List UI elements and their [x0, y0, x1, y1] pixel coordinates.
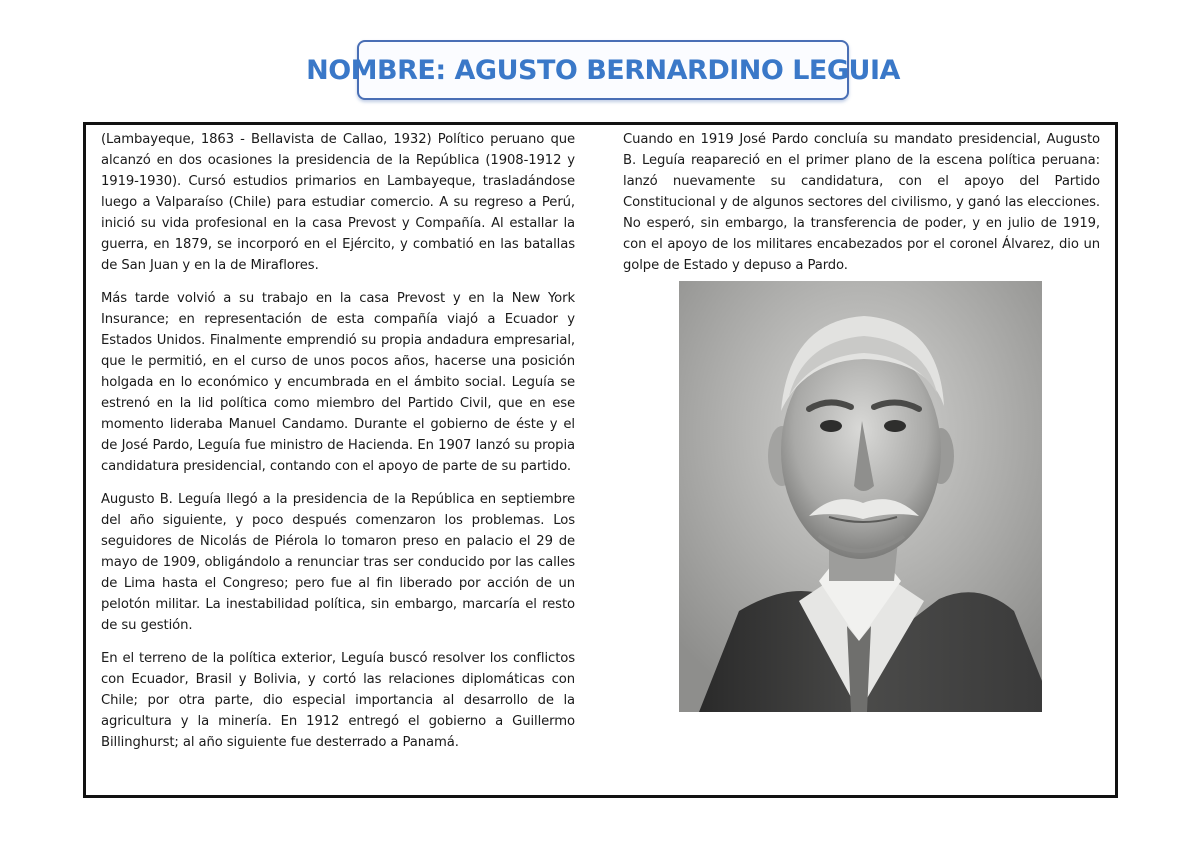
paragraph-first-presidency: Augusto B. Leguía llegó a la presidencia de la República en septiembre del año siguiente, y poco después comenzaron los problemas. Los seguidores de Nicolás de Piérola lo tomaron preso en palacio el 29 de mayo de 1909, obligándolo a renunciar tras ser conducido por las calles de Lima hasta el Congreso; pero fue al fin liberado por acción de un pelotón militar. La inestabilidad política, sin embargo, marcaría el resto de su gestión. — [101, 492, 575, 633]
paragraph-second-presidency: Cuando en 1919 José Pardo concluía su mandato presidencial, Augusto B. Leguía reapareció en el primer plano de la escena política peruana: lanzó nuevamente su candidatura, con el apoyo del Partido Constitucional y de algunos sectores del civilismo, y ganó las elecciones. No esperó, sin embargo, la transferencia de poder, y en julio de 1919, con el apoyo de los militares encabezados por el coronel Álvarez, dio un golpe de Estado y depuso a Pardo. — [623, 132, 1100, 273]
portrait-photo — [679, 281, 1042, 712]
left-column — [101, 129, 575, 765]
page-title: NOMBRE: AGUSTO BERNARDINO LEGUIA — [306, 54, 900, 86]
title-box — [306, 40, 900, 100]
paragraph-career: Más tarde volvió a su trabajo en la casa Prevost y en la New York Insurance; en representación de esta compañía viajó a Ecuador y Estados Unidos. Finalmente emprendió su propia andadura empresarial, que le permitió, en el curso de unos pocos años, hacerse una posición holgada en lo económico y encumbrada en el ámbito social. Leguía se estrenó en la lid política como miembro del Partido Civil, que en ese momento lideraba Manuel Candamo. Durante el gobierno de éste y el de José Pardo, Leguía fue ministro de Hacienda. En 1907 lanzó su propia candidatura presidencial, contando con el apoyo de parte de su partido. — [101, 291, 575, 474]
paragraph-biography-intro: (Lambayeque, 1863 - Bellavista de Callao, 1932) Político peruano que alcanzó en dos ocasiones la presidencia de la República (1908-1912 y 1919-1930). Cursó estudios primarios en Lambayeque, trasladándose luego a Valparaíso (Chile) para estudiar comercio. A su regreso a Perú, inició su vida profesional en la casa Prevost y Compañía. Al estallar la guerra, en 1879, se incorporó en el Ejército, y combatió en las batallas de San Juan y en la de Miraflores. — [101, 132, 575, 273]
paragraph-foreign-policy: En el terreno de la política exterior, Leguía buscó resolver los conflictos con Ecuador, Brasil y Bolivia, y cortó las relaciones diplomáticas con Chile; por otra parte, dio especial importancia al desarrollo de la agricultura y la minería. En 1912 entregó el gobierno a Guillermo Billinghurst; al año siguiente fue desterrado a Panamá. — [101, 651, 575, 750]
portrait-illustration — [679, 281, 1042, 712]
right-column — [623, 129, 1100, 288]
